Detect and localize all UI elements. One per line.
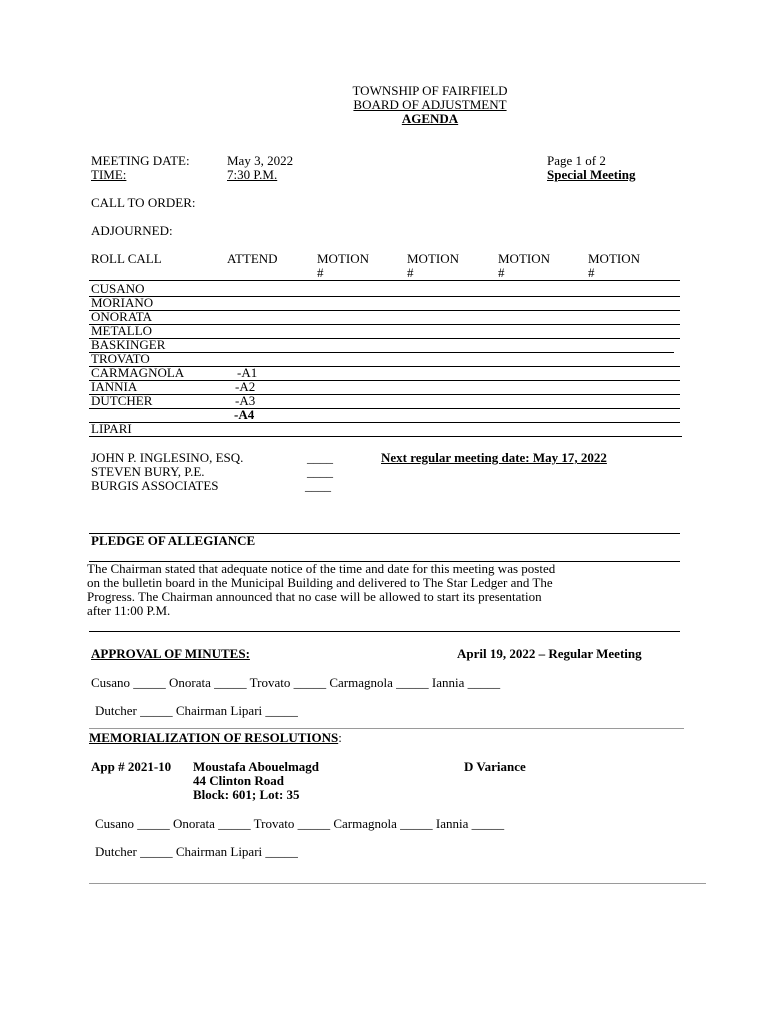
motion-header-4	[588, 252, 640, 280]
staff-name: BURGIS ASSOCIATES	[91, 478, 219, 493]
approval-vote-line: Cusano _____ Onorata _____ Trovato _____ Carmagnola _____ Iannia _____	[91, 675, 501, 690]
motion-number: #	[588, 265, 595, 280]
approval-of-minutes-heading: APPROVAL OF MINUTES:	[91, 646, 250, 661]
memorialization-vote-line: Dutcher _____ Chairman Lipari _____	[95, 844, 298, 859]
motion-header-3	[498, 252, 550, 280]
member-name: IANNIA	[91, 379, 138, 394]
row-rule	[89, 394, 680, 395]
row-rule	[89, 380, 680, 381]
meeting-type: Special Meeting	[547, 167, 636, 182]
notice-line: on the bulletin board in the Municipal Building and delivered to The Star Ledger and The	[87, 575, 553, 590]
notice-line: Progress. The Chairman announced that no case will be allowed to start its presentation	[87, 589, 542, 604]
staff-blank: ____	[307, 450, 333, 465]
staff-name: JOHN P. INGLESINO, ESQ.	[91, 450, 244, 465]
board-title: BOARD OF ADJUSTMENT	[353, 97, 507, 112]
adjourned: ADJOURNED:	[91, 223, 173, 238]
roll-call-header: ROLL CALL	[91, 251, 162, 266]
applicant-address: 44 Clinton Road	[193, 773, 285, 788]
row-rule	[89, 296, 680, 297]
notice-line: after 11:00 P.M.	[87, 603, 171, 618]
staff-blank: ____	[307, 464, 333, 479]
motion-label: MOTION	[317, 251, 369, 266]
row-rule	[89, 324, 680, 325]
member-name: TROVATO	[91, 351, 150, 366]
memorialization-colon: :	[338, 730, 342, 745]
staff-blank: ____	[305, 478, 331, 493]
staff-name: STEVEN BURY, P.E.	[91, 464, 205, 479]
row-rule	[89, 436, 682, 437]
motion-number: #	[407, 265, 414, 280]
memorialization-vote-line: Cusano _____ Onorata _____ Trovato _____ Carmagnola _____ Iannia _____	[95, 816, 505, 831]
motion-label: MOTION	[588, 251, 640, 266]
agenda-title: AGENDA	[401, 111, 459, 126]
attend-header: ATTEND	[227, 251, 278, 266]
member-name: MORIANO	[91, 295, 154, 310]
member-name: LIPARI	[91, 421, 132, 436]
row-rule	[89, 352, 674, 353]
row-rule	[89, 408, 680, 409]
page-number: Page 1 of 2	[547, 153, 606, 168]
motion-label: MOTION	[407, 251, 459, 266]
application-number: App # 2021-10	[91, 759, 172, 774]
roll-call-rule	[89, 280, 680, 281]
applicant-name: Moustafa Abouelmagd	[193, 759, 320, 774]
row-rule	[89, 310, 680, 311]
notice-line: The Chairman stated that adequate notice of the time and date for this meeting was posted	[87, 561, 556, 576]
motion-number: #	[317, 265, 324, 280]
time-value: 7:30 P.M.	[227, 167, 278, 182]
member-attend: -A3	[235, 393, 256, 408]
call-to-order: CALL TO ORDER:	[91, 195, 196, 210]
motion-header-1	[317, 252, 369, 280]
member-name: CARMAGNOLA	[91, 365, 185, 380]
motion-number: #	[498, 265, 505, 280]
next-meeting-date: Next regular meeting date: May 17, 2022	[381, 450, 607, 465]
member-attend: -A1	[237, 365, 258, 380]
pledge-of-allegiance: PLEDGE OF ALLEGIANCE	[91, 533, 256, 548]
block-lot: Block: 601; Lot: 35	[193, 787, 300, 802]
row-rule	[89, 338, 680, 339]
section-rule	[89, 728, 684, 729]
time-label: TIME:	[91, 167, 127, 182]
approval-vote-line: Dutcher _____ Chairman Lipari _____	[95, 703, 298, 718]
member-name: DUTCHER	[91, 393, 153, 408]
meeting-date-label: MEETING DATE:	[91, 153, 190, 168]
motion-label: MOTION	[498, 251, 550, 266]
row-rule	[89, 422, 680, 423]
meeting-date-value: May 3, 2022	[227, 153, 294, 168]
memorialization-label: MEMORIALIZATION OF RESOLUTIONS	[89, 730, 339, 745]
member-name: METALLO	[91, 323, 153, 338]
memorialization-heading	[89, 731, 342, 745]
motion-header-2	[407, 252, 459, 280]
township-title: TOWNSHIP OF FAIRFIELD	[352, 83, 508, 98]
section-rule	[89, 631, 680, 632]
member-name: ONORATA	[91, 309, 153, 324]
section-rule	[89, 883, 706, 884]
member-attend: -A4	[234, 407, 255, 422]
member-name: CUSANO	[91, 281, 145, 296]
member-name: BASKINGER	[91, 337, 166, 352]
approval-meeting: April 19, 2022 – Regular Meeting	[457, 646, 642, 661]
variance-type: D Variance	[464, 759, 526, 774]
member-attend: -A2	[235, 379, 256, 394]
